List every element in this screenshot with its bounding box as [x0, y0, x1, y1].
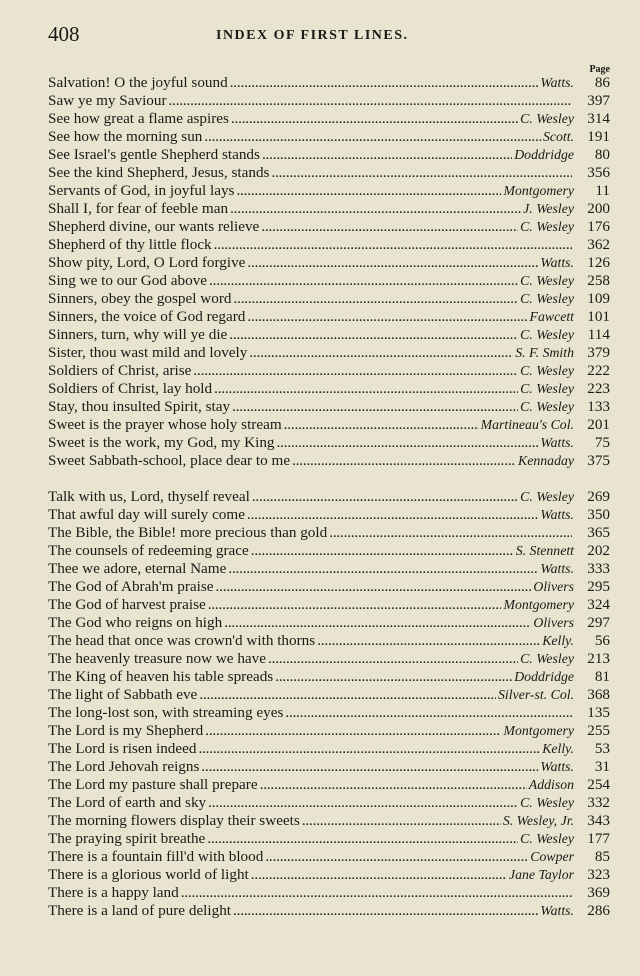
dot-leader — [260, 776, 527, 794]
dot-leader — [251, 542, 514, 560]
hymn-author: S. Wesley, Jr. — [502, 813, 574, 828]
hymn-first-line: Sing we to our God above — [48, 272, 208, 289]
hymn-first-line: The Lord my pasture shall prepare — [48, 776, 258, 793]
hymn-page-number: 295 — [587, 578, 610, 595]
hymn-author: Jane Taylor — [508, 867, 574, 882]
hymn-first-line: Salvation! O the joyful sound — [48, 74, 228, 91]
dot-leader — [265, 848, 528, 866]
hymn-first-line: Soldiers of Christ, arise — [48, 362, 192, 379]
hymn-first-line: Shall I, for fear of feeble man — [48, 200, 229, 217]
hymn-page-number: 369 — [587, 884, 610, 901]
dot-leader — [228, 560, 538, 578]
hymn-first-line: Servants of God, in joyful lays — [48, 182, 235, 199]
hymn-page-number: 365 — [587, 524, 610, 541]
index-entry — [48, 740, 610, 758]
hymn-first-line: The Lord Jehovah reigns — [48, 758, 200, 775]
hymn-first-line: The counsels of redeeming grace — [48, 542, 249, 559]
index-entry — [48, 128, 610, 146]
dot-leader — [247, 506, 538, 524]
hymn-author: Watts. — [540, 759, 574, 774]
hymn-page-number: 324 — [587, 596, 610, 613]
index-entry — [48, 110, 610, 128]
index-entry — [48, 506, 610, 524]
dot-leader — [251, 866, 507, 884]
hymn-first-line: The Lord is my Shepherd — [48, 722, 204, 739]
index-entry — [48, 218, 610, 236]
hymn-author: C. Wesley — [520, 111, 574, 126]
dot-leader — [229, 326, 518, 344]
hymn-page-number: 375 — [587, 452, 610, 469]
hymn-page-number: 297 — [587, 614, 610, 631]
hymn-page-number: 254 — [587, 776, 610, 793]
dot-leader — [262, 146, 512, 164]
hymn-first-line: The God of harvest praise — [48, 596, 206, 613]
index-entry — [48, 686, 610, 704]
hymn-author: Addison — [528, 777, 574, 792]
hymn-page-number: 255 — [587, 722, 610, 739]
hymn-author: Olivers — [533, 579, 574, 594]
dot-leader — [204, 128, 541, 146]
hymn-first-line: Stay, thou insulted Spirit, stay — [48, 398, 231, 415]
hymn-page-number: 56 — [594, 632, 610, 649]
hymn-author: Watts. — [540, 561, 574, 576]
hymn-page-number: 379 — [587, 344, 610, 361]
dot-leader — [261, 218, 518, 236]
page-column-label: Page — [589, 64, 610, 75]
index-entry — [48, 668, 610, 686]
hymn-page-number: 133 — [587, 398, 610, 415]
dot-leader — [247, 254, 538, 272]
dot-leader — [201, 758, 538, 776]
index-entry — [48, 452, 610, 470]
hymn-author: Doddridge — [514, 147, 574, 162]
index-entry — [48, 650, 610, 668]
dot-leader — [232, 398, 518, 416]
hymn-first-line: The King of heaven his table spreads — [48, 668, 274, 685]
index-entry — [48, 416, 610, 434]
hymn-page-number: 81 — [594, 668, 610, 685]
hymn-author: C. Wesley — [520, 489, 574, 504]
hymn-page-number: 201 — [587, 416, 610, 433]
index-entry — [48, 902, 610, 920]
hymn-first-line: The God of Abrah'm praise — [48, 578, 214, 595]
hymn-author: Montgomery — [503, 183, 574, 198]
hymn-first-line: See the kind Shepherd, Jesus, stands — [48, 164, 270, 181]
hymn-first-line: The Bible, the Bible! more precious than gold — [48, 524, 328, 541]
hymn-page-number: 11 — [595, 182, 610, 199]
hymn-author: Doddridge — [514, 669, 574, 684]
index-group-s — [48, 74, 610, 470]
hymn-page-number: 75 — [594, 434, 610, 451]
hymn-page-number: 350 — [587, 506, 610, 523]
hymn-author: Scott. — [542, 129, 574, 144]
dot-leader — [292, 452, 516, 470]
dot-leader — [329, 524, 572, 542]
index-entry — [48, 794, 610, 812]
index-group-t — [48, 488, 610, 920]
index-entry — [48, 92, 610, 110]
index-entry — [48, 182, 610, 200]
hymn-page-number: 343 — [587, 812, 610, 829]
hymn-page-number: 176 — [587, 218, 610, 235]
dot-leader — [181, 884, 572, 902]
hymn-first-line: That awful day will surely come — [48, 506, 245, 523]
index-entry — [48, 398, 610, 416]
hymn-author: C. Wesley — [520, 651, 574, 666]
hymn-first-line: The Lord of earth and sky — [48, 794, 207, 811]
hymn-author: C. Wesley — [520, 327, 574, 342]
dot-leader — [209, 272, 518, 290]
page-number: 408 — [48, 22, 80, 46]
hymn-author: Watts. — [540, 435, 574, 450]
hymn-author: S. F. Smith — [515, 345, 574, 360]
dot-leader — [208, 794, 518, 812]
hymn-page-number: 286 — [587, 902, 610, 919]
running-title: INDEX OF FIRST LINES. — [216, 28, 409, 43]
hymn-first-line: See how great a flame aspires — [48, 110, 229, 127]
hymn-page-number: 177 — [587, 830, 610, 847]
index-entry — [48, 434, 610, 452]
hymn-author: C. Wesley — [520, 795, 574, 810]
hymn-first-line: Shepherd of thy little flock — [48, 236, 212, 253]
hymn-author: Montgomery — [503, 597, 574, 612]
page-header — [48, 22, 588, 50]
hymn-page-number: 362 — [587, 236, 610, 253]
hymn-page-number: 200 — [587, 200, 610, 217]
index-entry — [48, 758, 610, 776]
index-entry — [48, 380, 610, 398]
hymn-author: Cowper — [530, 849, 574, 864]
index-entry — [48, 146, 610, 164]
dot-leader — [224, 614, 531, 632]
index-entry — [48, 200, 610, 218]
index-entry — [48, 596, 610, 614]
index-entry — [48, 254, 610, 272]
hymn-page-number: 80 — [594, 146, 610, 163]
hymn-page-number: 333 — [587, 560, 610, 577]
hymn-page-number: 314 — [587, 110, 610, 127]
hymn-first-line: See Israel's gentle Shepherd stands — [48, 146, 260, 163]
hymn-first-line: The heavenly treasure now we have — [48, 650, 267, 667]
hymn-author: J. Wesley — [523, 201, 574, 216]
hymn-first-line: Shepherd divine, our wants relieve — [48, 218, 260, 235]
dot-leader — [216, 578, 532, 596]
dot-leader — [169, 92, 572, 110]
hymn-page-number: 31 — [594, 758, 610, 775]
hymn-first-line: There is a land of pure delight — [48, 902, 232, 919]
index-entry — [48, 272, 610, 290]
index-entry — [48, 884, 610, 902]
hymn-first-line: Sweet Sabbath-school, place dear to me — [48, 452, 291, 469]
hymn-first-line: The praying spirit breathe — [48, 830, 206, 847]
hymn-author: Watts. — [540, 75, 574, 90]
dot-leader — [214, 236, 572, 254]
hymn-author: Watts. — [540, 903, 574, 918]
dot-leader — [234, 290, 519, 308]
hymn-page-number: 213 — [587, 650, 610, 667]
hymn-page-number: 323 — [587, 866, 610, 883]
hymn-first-line: Thee we adore, eternal Name — [48, 560, 227, 577]
index-entry — [48, 488, 610, 506]
hymn-page-number: 368 — [587, 686, 610, 703]
hymn-first-line: See how the morning sun — [48, 128, 203, 145]
hymn-page-number: 258 — [587, 272, 610, 289]
hymn-author: C. Wesley — [520, 399, 574, 414]
dot-leader — [199, 686, 496, 704]
hymn-first-line: There is a happy land — [48, 884, 179, 901]
dot-leader — [249, 344, 513, 362]
hymn-first-line: Talk with us, Lord, thyself reveal — [48, 488, 250, 505]
hymn-first-line: Sweet is the prayer whose holy stream — [48, 416, 282, 433]
hymn-page-number: 202 — [587, 542, 610, 559]
hymn-page-number: 222 — [587, 362, 610, 379]
hymn-first-line: Sinners, turn, why will ye die — [48, 326, 228, 343]
hymn-page-number: 135 — [587, 704, 610, 721]
hymn-page-number: 114 — [587, 326, 610, 343]
hymn-page-number: 397 — [587, 92, 610, 109]
hymn-first-line: The Lord is risen indeed — [48, 740, 197, 757]
hymn-first-line: The morning flowers display their sweets — [48, 812, 300, 829]
hymn-author: Montgomery — [503, 723, 574, 738]
hymn-page-number: 85 — [594, 848, 610, 865]
hymn-author: Kelly. — [542, 741, 574, 756]
index-entry — [48, 290, 610, 308]
index-entry — [48, 236, 610, 254]
index-entry — [48, 776, 610, 794]
index-entry — [48, 812, 610, 830]
index-entry — [48, 704, 610, 722]
hymn-author: Watts. — [540, 507, 574, 522]
index-entry — [48, 722, 610, 740]
index-entry — [48, 866, 610, 884]
dot-leader — [302, 812, 501, 830]
dot-leader — [271, 164, 572, 182]
hymn-page-number: 191 — [587, 128, 610, 145]
hymn-first-line: The light of Sabbath eve — [48, 686, 198, 703]
dot-leader — [230, 200, 521, 218]
dot-leader — [277, 434, 539, 452]
hymn-author: Olivers — [533, 615, 574, 630]
index-entry — [48, 542, 610, 560]
index-entry — [48, 830, 610, 848]
hymn-author: Kelly. — [542, 633, 574, 648]
hymn-first-line: Sinners, the voice of God regard — [48, 308, 246, 325]
hymn-author: C. Wesley — [520, 363, 574, 378]
dot-leader — [233, 902, 538, 920]
hymn-first-line: The long-lost son, with streaming eyes — [48, 704, 284, 721]
hymn-first-line: Sweet is the work, my God, my King — [48, 434, 275, 451]
dot-leader — [205, 722, 501, 740]
hymn-author: Martineau's Col. — [480, 417, 574, 432]
index-entry — [48, 74, 610, 92]
dot-leader — [207, 830, 518, 848]
hymn-first-line: Soldiers of Christ, lay hold — [48, 380, 213, 397]
hymn-author: C. Wesley — [520, 381, 574, 396]
hymn-page-number: 86 — [594, 74, 610, 91]
hymn-author: C. Wesley — [520, 273, 574, 288]
hymn-first-line: The God who reigns on high — [48, 614, 223, 631]
dot-leader — [230, 74, 539, 92]
hymn-first-line: Show pity, Lord, O Lord forgive — [48, 254, 246, 271]
dot-leader — [268, 650, 518, 668]
hymn-author: S. Stennett — [515, 543, 574, 558]
hymn-page-number: 109 — [587, 290, 610, 307]
index-entry — [48, 560, 610, 578]
index-entry — [48, 344, 610, 362]
hymn-page-number: 53 — [594, 740, 610, 757]
hymn-page-number: 126 — [587, 254, 610, 271]
hymn-author: Watts. — [540, 255, 574, 270]
index-entry — [48, 164, 610, 182]
dot-leader — [317, 632, 540, 650]
hymn-page-number: 269 — [587, 488, 610, 505]
dot-leader — [198, 740, 540, 758]
hymn-page-number: 223 — [587, 380, 610, 397]
index-entry — [48, 308, 610, 326]
hymn-first-line: The head that once was crown'd with thorns — [48, 632, 316, 649]
dot-leader — [275, 668, 512, 686]
hymn-author: C. Wesley — [520, 291, 574, 306]
dot-leader — [247, 308, 527, 326]
dot-leader — [285, 704, 572, 722]
dot-leader — [208, 596, 502, 614]
dot-leader — [214, 380, 518, 398]
index-entry — [48, 362, 610, 380]
hymn-author: C. Wesley — [520, 831, 574, 846]
hymn-first-line: Sinners, obey the gospel word — [48, 290, 232, 307]
dot-leader — [236, 182, 501, 200]
hymn-author: Fawcett — [529, 309, 574, 324]
hymn-author: C. Wesley — [520, 219, 574, 234]
hymn-page-number: 101 — [587, 308, 610, 325]
hymn-page-number: 332 — [587, 794, 610, 811]
index-entry — [48, 632, 610, 650]
index-entry — [48, 848, 610, 866]
hymn-first-line: There is a fountain fill'd with blood — [48, 848, 264, 865]
dot-leader — [231, 110, 518, 128]
hymn-page-number: 356 — [587, 164, 610, 181]
hymn-author: Kennaday — [518, 453, 574, 468]
dot-leader — [252, 488, 518, 506]
hymn-author: Silver-st. Col. — [498, 687, 574, 702]
hymn-first-line: Sister, thou wast mild and lovely — [48, 344, 248, 361]
index-entry — [48, 578, 610, 596]
dot-leader — [284, 416, 479, 434]
index-entry — [48, 614, 610, 632]
dot-leader — [193, 362, 518, 380]
index-entry — [48, 326, 610, 344]
index-entry — [48, 524, 610, 542]
hymn-first-line: Saw ye my Saviour — [48, 92, 167, 109]
hymn-first-line: There is a glorious world of light — [48, 866, 249, 883]
